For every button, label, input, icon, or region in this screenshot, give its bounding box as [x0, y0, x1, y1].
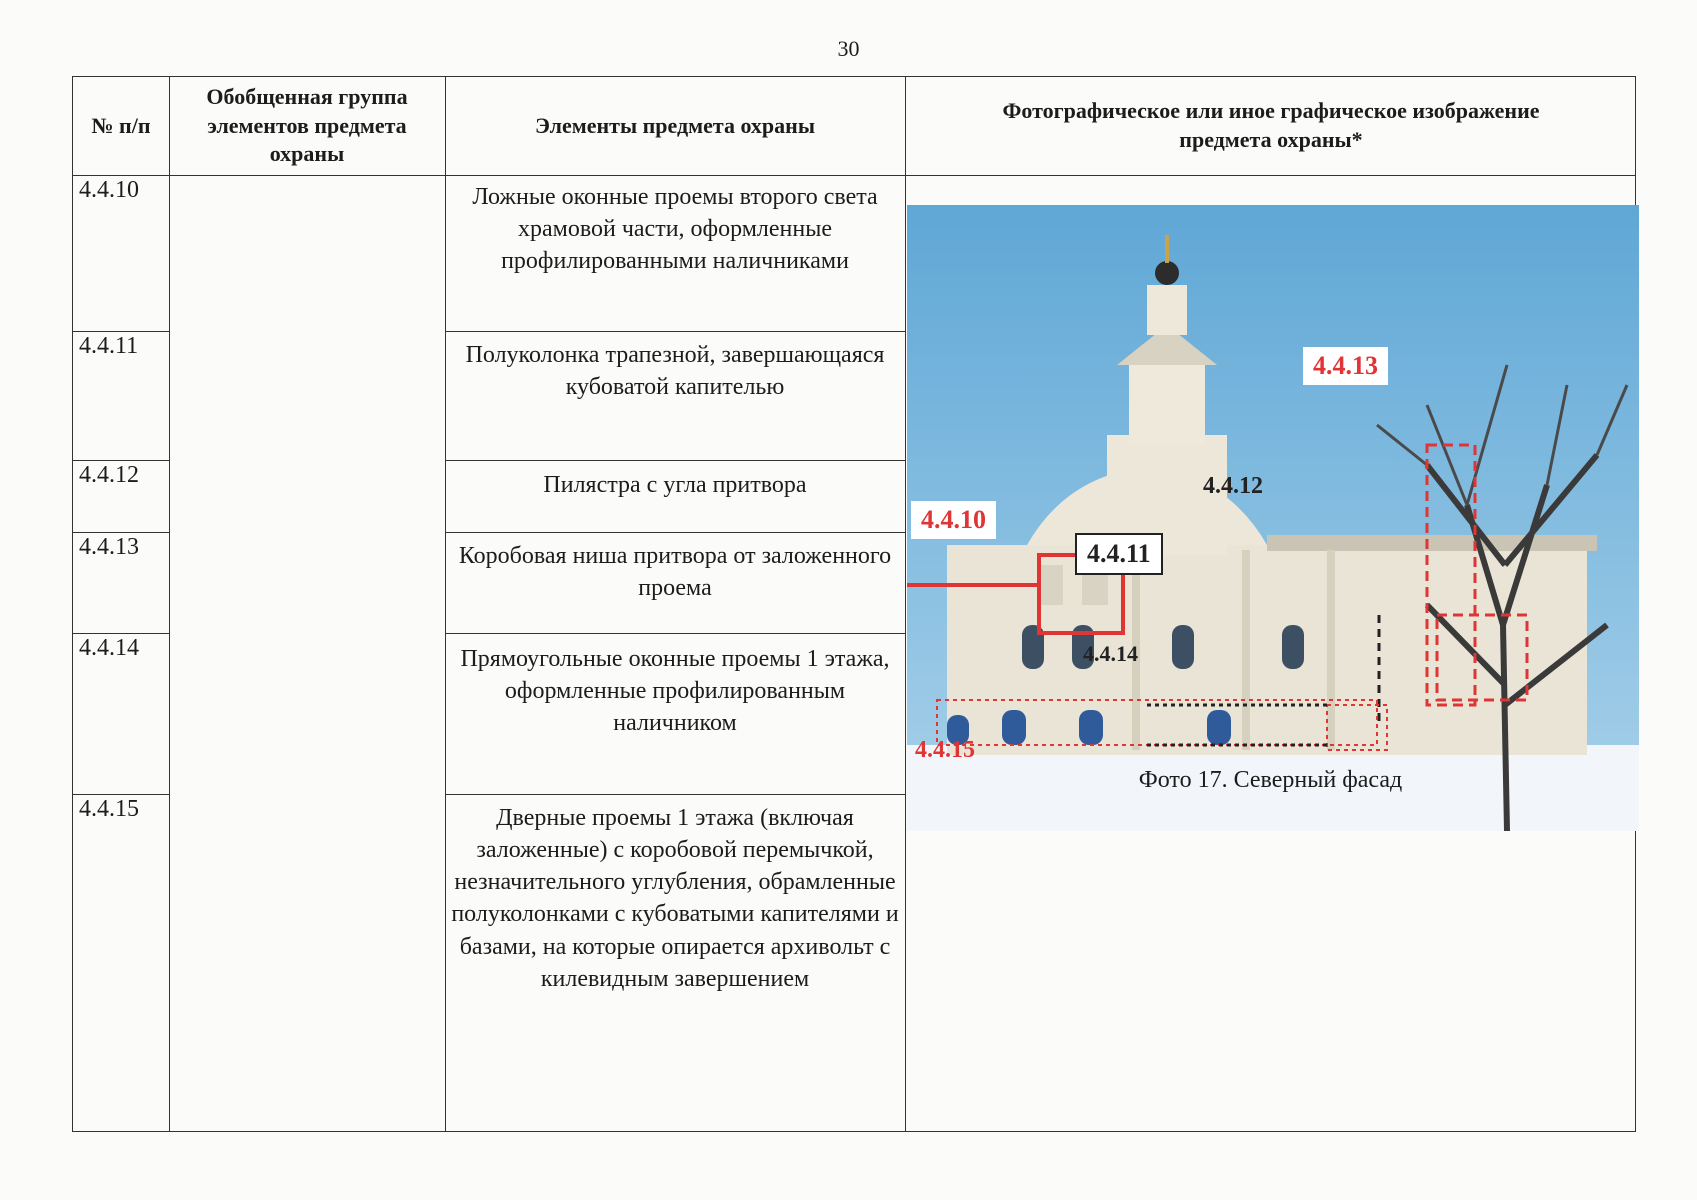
label-4-4-10: 4.4.10: [911, 501, 996, 539]
label-4-4-13: 4.4.13: [1303, 347, 1388, 385]
element-description: Коробовая ниша притвора от заложенного проема: [458, 543, 892, 602]
element-description: Ложные оконные проемы второго света храмовой части, оформленные профилированными наличниками: [472, 184, 878, 275]
header-elements: Элементы предмета охраны: [534, 112, 816, 138]
header-number: № п/п: [91, 112, 151, 138]
header-image: Фотографическое или иное графическое изображение предмета охраны*: [1002, 98, 1540, 152]
element-description: Дверные проемы 1 этажа (включая заложенные) с коробовой перемычкой, незначительного углубления, обрамленные полуколонками с кубоватыми капителями и базами, на которые опирается архивольт с килевидным завершением: [451, 805, 899, 992]
row-number: 4.4.13: [79, 534, 139, 560]
label-4-4-14: 4.4.14: [1083, 641, 1138, 666]
label-4-4-12: 4.4.12: [1203, 473, 1263, 499]
row-number: 4.4.15: [79, 796, 139, 822]
protection-table: [72, 76, 1636, 1132]
element-description: Полуколонка трапезной, завершающаяся кубоватой капителью: [465, 342, 885, 401]
row-number: 4.4.11: [79, 333, 139, 359]
element-description: Пилястра с угла притвора: [543, 472, 807, 498]
header-group: Обобщенная группа элементов предмета охраны: [206, 84, 408, 167]
label-4-4-15: 4.4.15: [915, 737, 975, 763]
element-description: Прямоугольные оконные проемы 1 этажа, оформленные профилированным наличником: [460, 646, 890, 737]
photo-caption: Фото 17. Северный фасад: [1138, 767, 1403, 793]
row-number: 4.4.10: [79, 177, 139, 203]
label-4-4-11: 4.4.11: [1075, 533, 1163, 575]
row-number: 4.4.14: [79, 635, 139, 661]
row-number: 4.4.12: [79, 462, 139, 488]
page-number: 30: [837, 36, 860, 61]
facade-photo: [907, 205, 1639, 831]
